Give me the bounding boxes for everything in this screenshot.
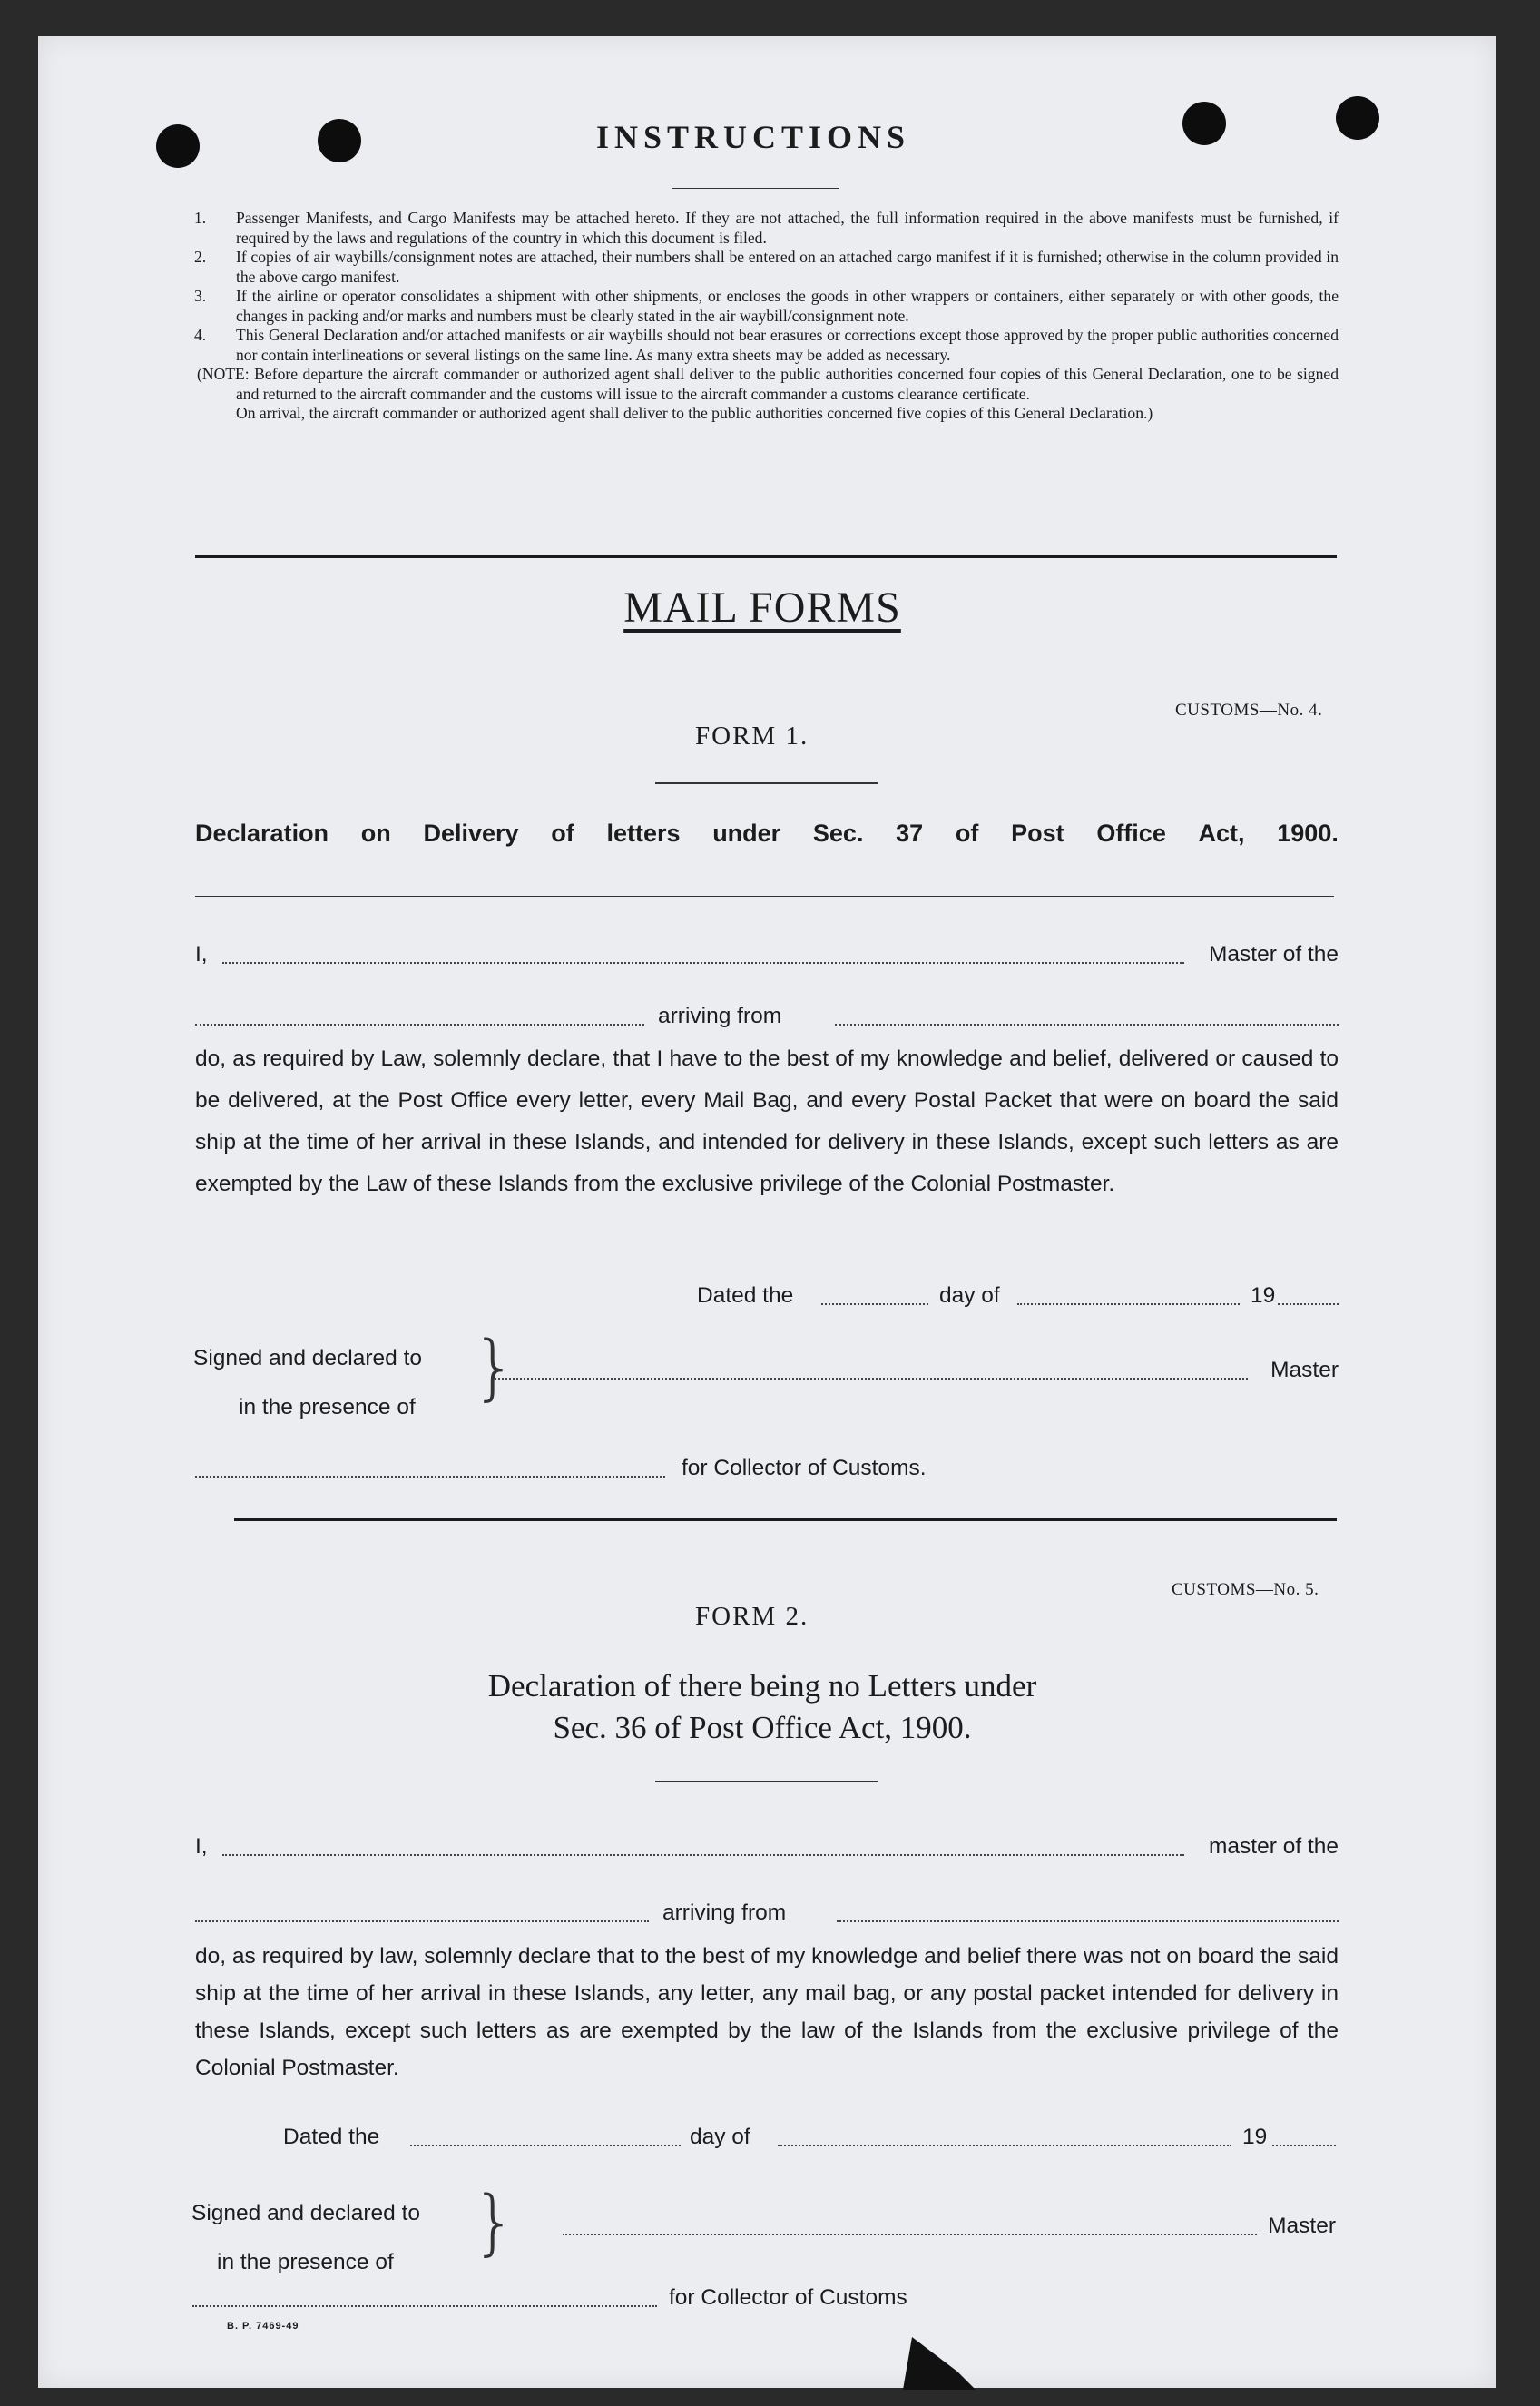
form2-signed-label: [191, 2189, 420, 2287]
punch-hole: [1336, 96, 1379, 140]
form2-master-label: Master: [1268, 2214, 1336, 2238]
punch-hole: [156, 124, 200, 168]
form1-date-month-field[interactable]: [1017, 1287, 1240, 1305]
instruction-item: [191, 248, 1339, 287]
form2-title-line1: Declaration of there being no Letters under: [487, 1668, 1037, 1704]
form1-signed-line2: in the presence of: [239, 1395, 416, 1419]
form1-dated-the-label: Dated the: [697, 1283, 794, 1308]
form1-dated-line: [697, 1283, 1339, 1311]
instruction-text: If the airline or operator consolidates a shipment with other shipments, or encloses the goods in other wrappers or containers, either separately or with other goods, the changes in packing and/or marks and numbers must be clearly stated in the air waybill/consignment note.: [236, 287, 1339, 325]
form2-master-of-the-label: master of the: [1209, 1834, 1339, 1859]
form2-signed-line1: Signed and declared to: [191, 2201, 420, 2225]
form1-brace: }: [472, 1327, 517, 1409]
instruction-text: If copies of air waybills/consignment notes are attached, their numbers shall be entered on an attached cargo manifest if it is furnished; otherwise in the column provided in the above cargo manifest.: [236, 248, 1339, 286]
mail-forms-title: MAIL FORMS: [623, 584, 901, 632]
instruction-note-arrival: On arrival, the aircraft commander or authorized agent shall deliver to the public authorities concerned five copies of this General Declaration.): [236, 404, 1153, 422]
form2-signed-line2: in the presence of: [217, 2250, 394, 2274]
form1-master-signature-line: [495, 1358, 1339, 1385]
decl-word: Declaration: [195, 820, 329, 847]
instruction-number: 1.: [194, 209, 207, 227]
form2-master-name-field[interactable]: [222, 1838, 1184, 1856]
instruction-item: [191, 326, 1339, 365]
form1-i-label: I,: [195, 942, 208, 967]
form2-date-year-field[interactable]: [1272, 2128, 1336, 2146]
instruction-text: This General Declaration and/or attached manifests or air waybills should not bear erasures or corrections except those approved by the proper public authorities concerned nor contain interlineations or several listings on the same line. As many extra sheets may be added as necessary.: [236, 326, 1339, 364]
instruction-text: Passenger Manifests, and Cargo Manifests may be attached hereto. If they are not attached, the full information required in the above manifests must be furnished, if required by the laws and regulations of the country in which this document is filed.: [236, 209, 1339, 247]
decl-word: Office: [1096, 820, 1166, 847]
form1-year-label: 19: [1251, 1283, 1276, 1308]
section-divider: [195, 555, 1337, 558]
form1-master-of-the-label: Master of the: [1209, 942, 1339, 967]
punch-hole: [318, 119, 361, 162]
form2-dated-the-label: Dated the: [283, 2125, 380, 2149]
decl-word: Act,: [1198, 820, 1245, 847]
form1-ship-name-field[interactable]: [195, 1007, 644, 1026]
form1-declaration-title: [195, 820, 1339, 848]
form1-arriving-from-label: arriving from: [658, 1004, 782, 1028]
form2-customs-number: CUSTOMS—No. 5.: [1172, 1580, 1319, 1599]
decl-word: Delivery: [423, 820, 519, 847]
form2-brace: }: [472, 2182, 517, 2264]
decl-word: Sec.: [812, 820, 864, 847]
form1-collector-line: [195, 1456, 1012, 1483]
form2-arriving-from-label: arriving from: [662, 1900, 787, 1925]
instruction-item: [191, 287, 1339, 326]
form1-collector-signature-field[interactable]: [195, 1459, 665, 1478]
decl-word: of: [551, 820, 574, 847]
form2-date-day-field[interactable]: [410, 2128, 681, 2146]
decl-word: Post: [1011, 820, 1064, 847]
punch-hole: [1182, 102, 1226, 145]
decl-word: on: [360, 820, 391, 847]
form1-master-signature-field[interactable]: [495, 1361, 1248, 1380]
form1-title-rule: [195, 896, 1334, 897]
instruction-item: [191, 209, 1339, 248]
instruction-number: 3.: [194, 287, 207, 305]
form2-arriving-from-field[interactable]: [837, 1904, 1339, 1922]
form1-date-day-field[interactable]: [821, 1287, 928, 1305]
decl-word: 37: [896, 820, 924, 847]
instructions-title: INSTRUCTIONS: [595, 119, 911, 155]
form1-declaration-paragraph: do, as required by Law, solemnly declare, that I have to the best of my knowledge and belief, delivered or caused to be delivered, at the Post Office every letter, every Mail Bag, and every Postal Packet that were on board the said ship at the time of her arrival in these Islands, and intended for delivery in these Islands, except such letters as are exempted by the Law of these Islands from the exclusive privilege of the Colonial Postmaster.: [195, 1046, 1339, 1196]
form2-master-signature-field[interactable]: [563, 2217, 1257, 2235]
form2-year-label: 19: [1242, 2125, 1268, 2149]
form1-signed-line1: Signed and declared to: [193, 1346, 422, 1370]
form1-heading: FORM 1.: [695, 722, 809, 751]
form2-declaration-paragraph: do, as required by law, solemnly declare that to the best of my knowledge and belief there was not on board the said ship at the time of her arrival in these Islands, any letter, any mail bag, or any postal packet intended for delivery in these Islands, except such letters as are exempted by the law of the Islands from the exclusive privilege of the Colonial Postmaster.: [195, 1944, 1339, 2080]
form1-ship-line: [195, 1004, 1339, 1031]
instructions-title-underline: [672, 188, 839, 189]
decl-word: 1900.: [1277, 820, 1339, 847]
form2-title-line2: Sec. 36 of Post Office Act, 1900.: [553, 1710, 972, 1745]
form1-date-year-field[interactable]: [1278, 1287, 1339, 1305]
instruction-number: 4.: [194, 326, 207, 344]
form1-collector-label: for Collector of Customs.: [682, 1456, 927, 1480]
form1-master-name-field[interactable]: [222, 946, 1184, 964]
form1-master-label: Master: [1270, 1358, 1339, 1382]
form2-collector-line: [192, 2285, 1009, 2313]
form1-customs-number: CUSTOMS—No. 4.: [1175, 701, 1323, 720]
form2-title-underline: [655, 1781, 878, 1782]
form2-day-of-label: day of: [690, 2125, 750, 2149]
form1-heading-underline: [655, 782, 878, 784]
form2-collector-signature-field[interactable]: [192, 2289, 657, 2307]
page-tear-mark: [903, 2335, 976, 2390]
decl-word: of: [955, 820, 979, 847]
form1-day-of-label: day of: [939, 1283, 1000, 1308]
decl-word: under: [712, 820, 781, 847]
form1-name-line: [195, 942, 1339, 969]
instructions-list: [191, 209, 1339, 424]
form2-ship-name-field[interactable]: [195, 1904, 649, 1922]
print-code: B. P. 7469-49: [227, 2321, 299, 2332]
decl-word: letters: [606, 820, 681, 847]
form2-ship-line: [195, 1900, 1339, 1928]
instruction-note: (NOTE: Before departure the aircraft commander or authorized agent shall deliver to the public authorities concerned four copies of this General Declaration, one to be signed and returned to the aircraft commander and the customs will issue to the aircraft commander a customs clearance certificate.: [197, 365, 1339, 403]
form2-collector-label: for Collector of Customs: [669, 2285, 907, 2310]
form-divider: [234, 1518, 1337, 1521]
instruction-number: 2.: [194, 248, 207, 266]
form2-master-signature-line: [563, 2214, 1336, 2241]
form1-arriving-from-field[interactable]: [835, 1007, 1339, 1026]
form2-name-line: [195, 1834, 1339, 1861]
form2-heading: FORM 2.: [695, 1602, 809, 1631]
form2-date-month-field[interactable]: [778, 2128, 1231, 2146]
form2-declaration-title: [345, 1665, 1180, 1749]
form2-dated-line: [283, 2125, 1336, 2152]
form2-i-label: I,: [195, 1834, 208, 1859]
form1-signed-label: [193, 1334, 422, 1432]
